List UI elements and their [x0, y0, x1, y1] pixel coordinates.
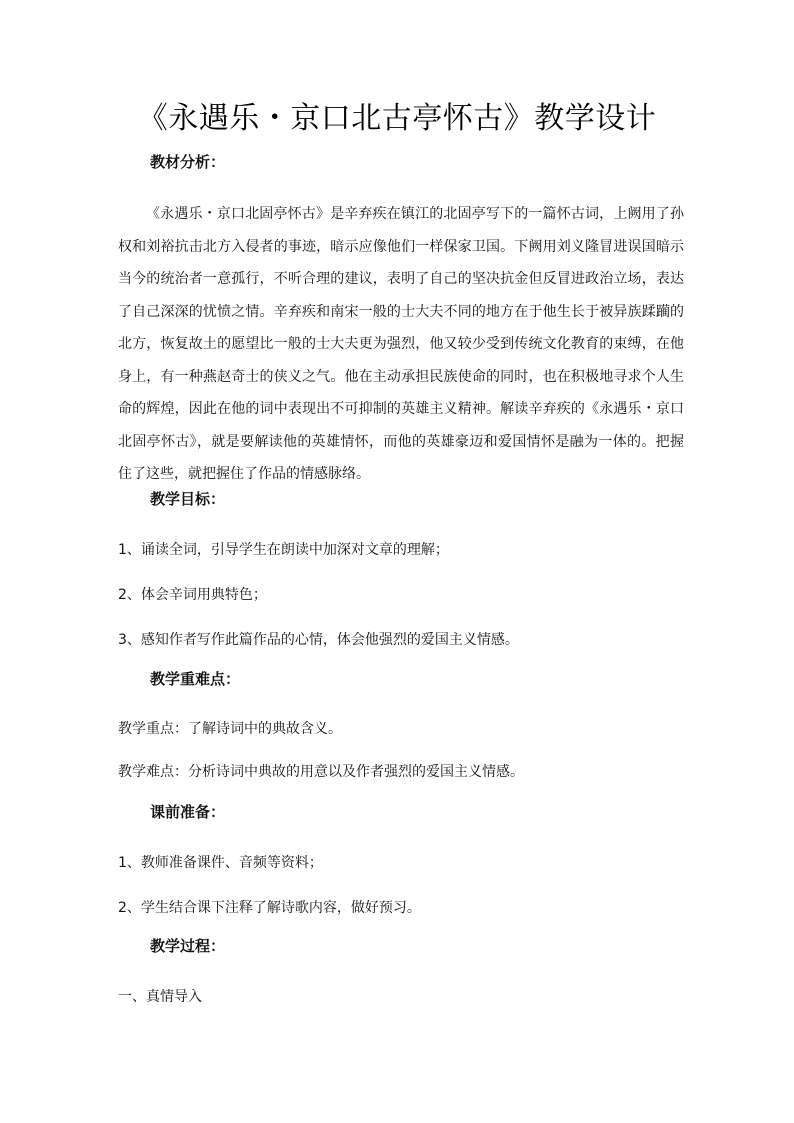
section-heading-process: 教学过程：	[150, 937, 226, 955]
section-heading-key-points: 教学重难点：	[150, 670, 241, 688]
analysis-paragraph: 《永遇乐・京口北固亭怀古》是辛弃疾在镇江的北固亭写下的一篇怀古词，上阙用了孙权和刘裕抗击北方入侵者的事迹，暗示应像他们一样保家卫国。下阙用刘义隆冒进误国暗示当今的统治者一意孤行，不听合理的建议，表明了自己的坚决抗金但反冒进政治立场，表达了自己深深的忧愤之情。辛弃疾和南宋一般的士大夫不同的地方在于他生长于被异族蹂躏的北方，恢复故土的愿望比一般的士大夫更为强烈，他又较少受到传统文化教育的束缚，在他身上，有一种燕赵奇士的侠义之气。他在主动承担民族使命的同时，也在积极地寻求个人生命的辉煌，因此在他的词中表现出不可抑制的英雄主义精神。解读辛弃疾的《永遇乐・京口北固亭怀古》，就是要解读他的英雄情怀，而他的英雄豪迈和爱国情怀是融为一体的。把握住了这些，就把握住了作品的情感脉络。	[118, 206, 684, 482]
process-step-1: 一、真情导入	[118, 989, 202, 1005]
preparation-item-2: 2、学生结合课下注释了解诗歌内容，做好预习。	[118, 900, 421, 916]
section-heading-analysis: 教材分析：	[150, 153, 226, 171]
key-point-difficulty: 教学难点：分析诗词中典故的用意以及作者强烈的爱国主义情感。	[118, 764, 524, 780]
key-point-focus: 教学重点：了解诗词中的典故含义。	[118, 721, 342, 737]
goal-item-2: 2、体会辛词用典特色；	[118, 587, 267, 603]
preparation-item-1: 1、教师准备课件、音频等资料；	[118, 855, 323, 871]
section-heading-preparation: 课前准备：	[150, 803, 226, 821]
goal-item-3: 3、感知作者写作此篇作品的心情，体会他强烈的爱国主义情感。	[118, 632, 519, 648]
document-title: 《永遇乐・京口北古亭怀古》教学设计	[137, 101, 657, 136]
goal-item-1: 1、诵读全词，引导学生在朗读中加深对文章的理解；	[118, 542, 449, 558]
section-heading-goals: 教学目标：	[150, 490, 226, 508]
